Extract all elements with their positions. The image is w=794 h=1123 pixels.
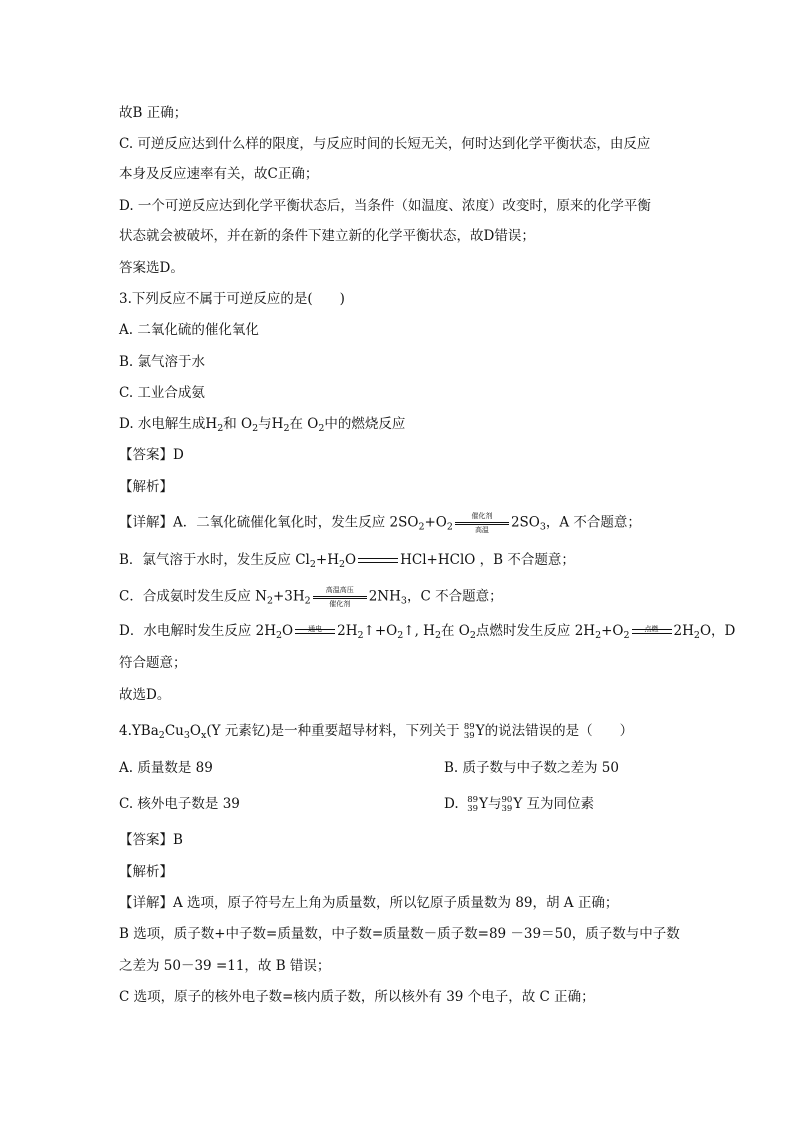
text-line: 本身及反应速率有关，故C正确； <box>119 166 319 182</box>
reversible-arrow-catalyst: 催化剂 高温 <box>455 512 509 534</box>
answer: 【答案】D <box>119 447 184 463</box>
reversible-arrow <box>358 554 398 568</box>
text-line: C. 可逆反应达到什么样的限度，与反应时间的长短无关，何时达到化学平衡状态，由反应 <box>119 136 651 152</box>
reaction-sign-ignition: 点燃 <box>632 625 672 639</box>
reversible-arrow-catalyst: 高温高压 催化剂 <box>313 586 367 608</box>
analysis-heading: 【解析】 <box>119 864 173 880</box>
option-b: B. 质子数与中子数之差为 50 <box>444 760 619 776</box>
answer: 【答案】B <box>119 832 183 848</box>
analysis-heading: 【解析】 <box>119 479 173 495</box>
text-line: B 选项，质子数+中子数=质量数，中子数=质量数－质子数=89 －39＝50，质子数与中子数 <box>119 926 680 942</box>
text-line: D. 一个可逆反应达到化学平衡状态后，当条件（如温度、浓度）改变时，原来的化学平衡 <box>119 198 651 214</box>
explain-b: B．氯气溶于水时，发生反应 $Cl_2+H_2O$ HCl+HClO ，B 不合题意； <box>119 552 575 570</box>
explain-a: 【详解】A．二氧化硫催化氧化时，发生反应 $2SO_2+O_2$ 催化剂 高温 $2SO_3$，A 不合题意； <box>119 512 641 534</box>
text-line: 【详解】A 选项，原子符号左上角为质量数，所以钇原子质量数为 89，胡 A 正确； <box>119 895 619 911</box>
explain-c: C．合成氨时发生反应 $N_2+3H_2$ 高温高压 催化剂 $2NH_3$，C 不合题意； <box>119 586 503 608</box>
reaction-sign-electrolysis: 通电 <box>295 625 335 639</box>
option-a: A. 二氧化硫的催化氧化 <box>119 322 259 338</box>
text-line: 答案选D。 <box>119 260 184 276</box>
explain-d: D．水电解时发生反应 $2H_2O$ 通电 $2H_2↑+O_2↑$, $H_2$在 $O_2$点燃时发生反应 $2H_2+O_2$ 点燃 $2H_2O$，D <box>119 623 736 641</box>
option-d: D. 89 39 Y与 90 39 Y 互为同位素 <box>444 794 595 814</box>
question-stem: 3.下列反应不属于可逆反应的是( ) <box>119 291 345 307</box>
text-line: 符合题意； <box>119 655 187 671</box>
option-b: B. 氯气溶于水 <box>119 354 206 370</box>
text-line: 状态就会被破坏，并在新的条件下建立新的化学平衡状态，故D错误； <box>119 228 535 244</box>
conclusion: 故选D。 <box>119 687 171 703</box>
option-c: C. 核外电子数是 39 <box>119 796 240 812</box>
nuclide-notation: 89 39 <box>463 721 475 741</box>
text-line: 故B 正确； <box>119 105 188 121</box>
text-line: C 选项，原子的核外电子数=核内质子数，所以核外有 39 个电子，故 C 正确； <box>119 989 595 1005</box>
text-line: 之差为 50－39 =11，故 B 错误； <box>119 958 331 974</box>
option-c: C. 工业合成氨 <box>119 385 205 401</box>
option-a: A. 质量数是 89 <box>119 760 213 776</box>
question-stem: $4.YBa_2Cu_3O_x(Y$ 元素钇)是一种重要超导材料，下列关于 89 39 Y的说法错误的是（ ） <box>119 721 634 741</box>
option-d: D. 水电解生成$H_2$和 $O_2$与$H_2$在 $O_2$中的燃烧反应 <box>119 416 406 434</box>
